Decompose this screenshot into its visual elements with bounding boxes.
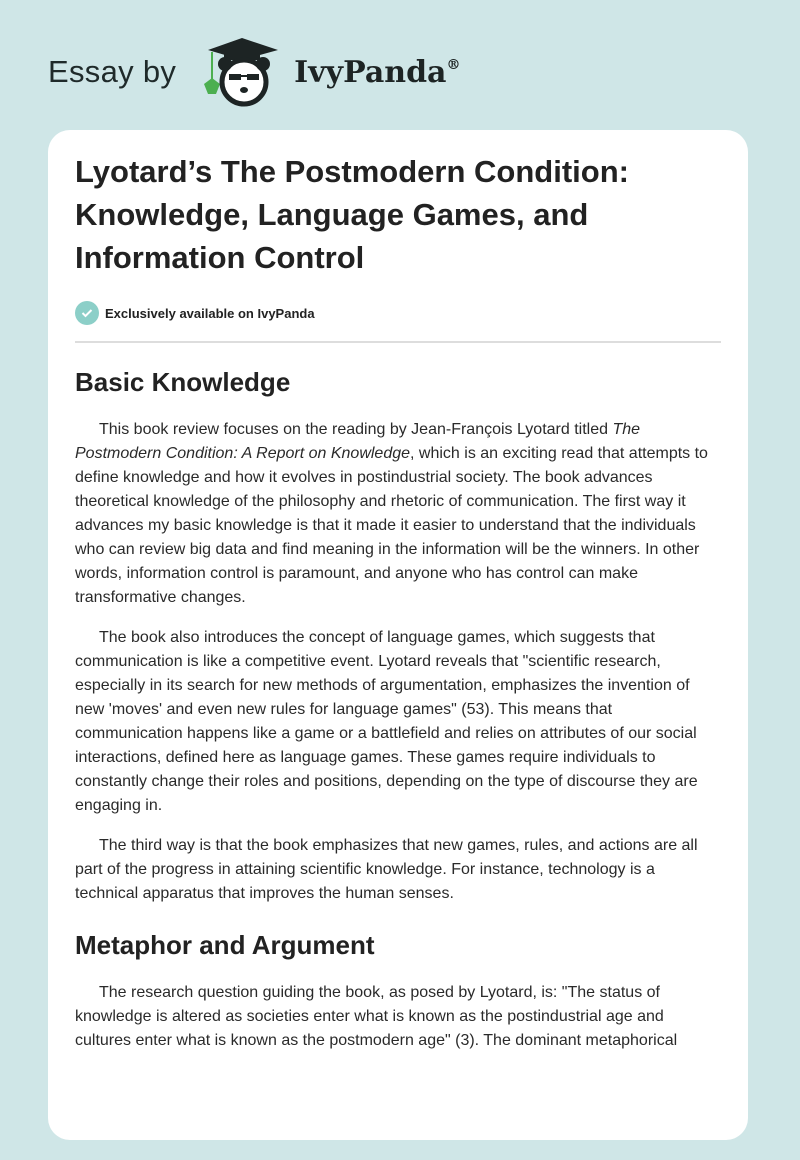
check-icon <box>75 301 99 325</box>
site-header <box>48 36 461 108</box>
paragraph: The research question guiding the book, as posed by Lyotard, is: "The status of knowledge is altered as societies enter what is known as the postindustrial age and cultures enter what is known as the postmodern age" (3). The dominant metaphorical <box>75 984 678 1049</box>
section-heading: Basic Knowledge <box>75 367 291 397</box>
paragraph: This book review focuses on the reading by Jean-François Lyotard titled The Postmodern Condition: A Report on Knowledge, which is an exciting read that attempts to define knowledge and how it evolves in postindustrial society. The book advances theoretical knowledge of the philosophy and rhetoric of communication. The first way it advances my basic knowledge is that it made it easier to understand that the individuals who can review big data and find meaning in the information will be the winners. In other words, information control is paramount, and anyone who has control can make transformative changes. <box>75 421 708 606</box>
brand-name[interactable]: IvyPanda® <box>294 54 461 90</box>
exclusive-badge <box>75 301 721 325</box>
section-heading: Metaphor and Argument <box>75 930 375 960</box>
paragraph: The book also introduces the concept of language games, which suggests that communication is like a competitive event. Lyotard reveals that "scientific research, especially in its search for new methods of argumentation, emphasizes the invention of new 'moves' and even new rules for language games" (53). This means that communication happens like a game or a battlefield and relies on attributes of our social interactions, defined here as language games. These games require individuals to constantly change their roles and positions, depending on the type of discourse they are engaging in. <box>75 629 698 814</box>
panda-logo-icon[interactable] <box>198 36 286 108</box>
essay-title: Lyotard’s The Postmodern Condition: Knowledge, Language Games, and Information Control <box>75 154 629 275</box>
essay-card <box>48 130 748 1140</box>
essay-by-label: Essay by <box>48 54 177 89</box>
paragraph: The third way is that the book emphasizes that new games, rules, and actions are all part of the progress in attaining scientific knowledge. For instance, technology is a technical apparatus that improves the human senses. <box>75 837 698 902</box>
badge-text: Exclusively available on IvyPanda <box>105 305 315 321</box>
divider <box>75 341 721 343</box>
